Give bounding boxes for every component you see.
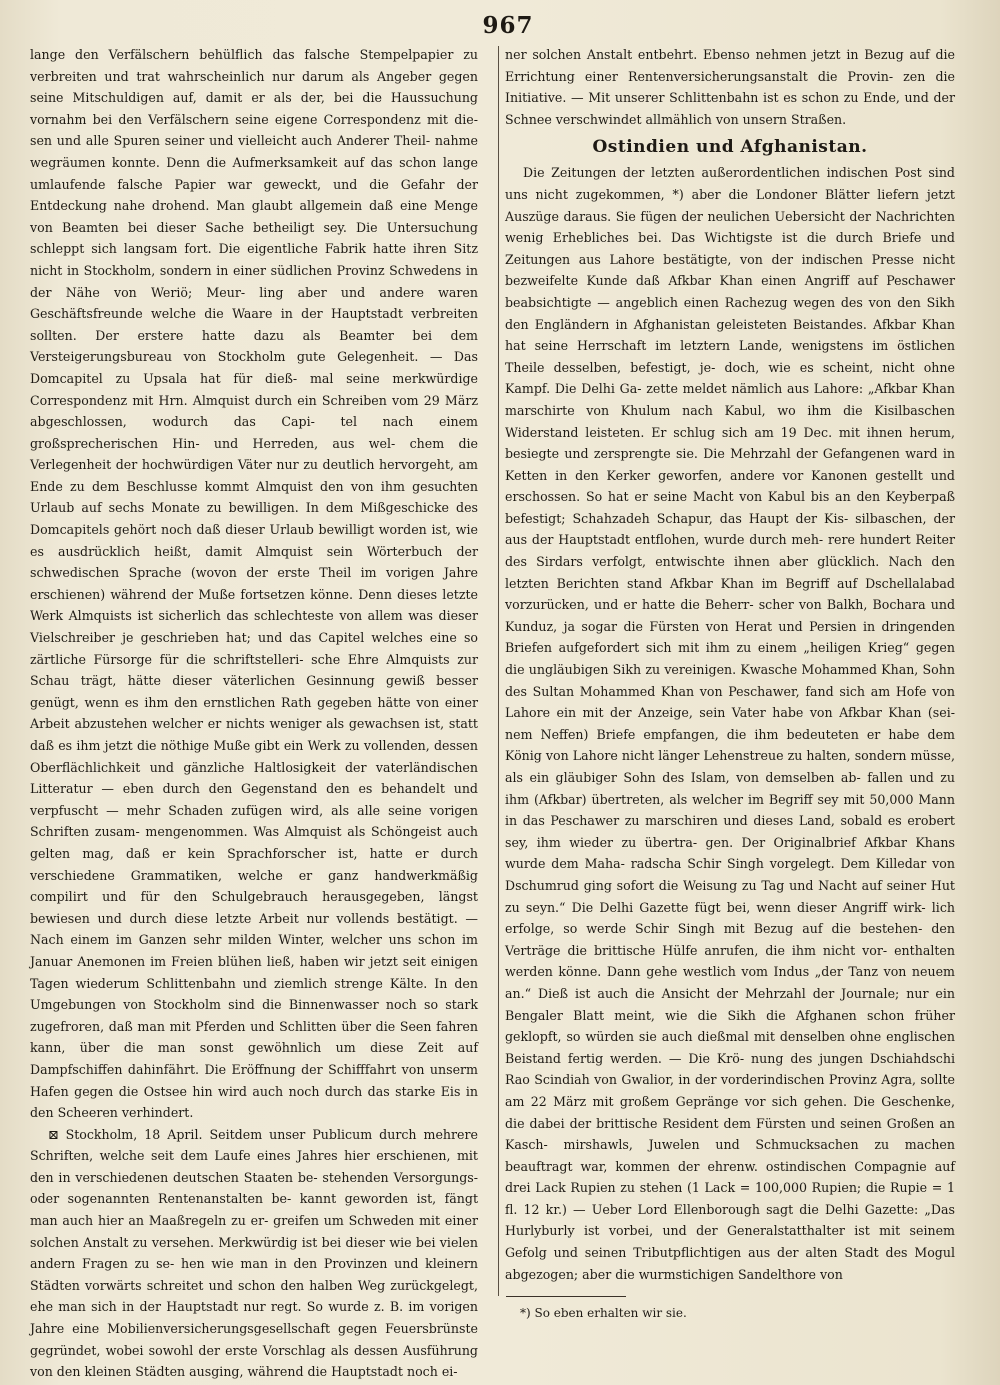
section-heading: Ostindien und Afghanistan. bbox=[592, 137, 868, 158]
article-paragraph-stockholm: ⊠ Stockholm, 18 April. Seitdem unser Publicum durch mehrere Schriften, welche seit dem Laufe eines Jahres hier erschienen, mit den in verschiedenen deutschen Staaten be- stehenden Versorgungs- oder sogenannten Rentenanstalten be- kannt geworden ist, fängt man auch hier an Maaßregeln zu er- greifen um Schweden mit einer solchen Anstalt zu versehen. Merkwürdig ist bei dieser wie bei vielen andern Fragen zu se- hen wie man in den Provinzen und kleinern Städten vorwärts schreitet und schon den halben Weg zurückgelegt, ehe man sich in der Hauptstadt nur regt. So wurde z. B. im vorigen Jahre eine Mobilienversicherungsgesellschaft gegen Feuersbrünste gegründet, wobei sowohl der erste Vorschlag als dessen Ausführung von den kleinen Städten ausging, während die Hauptstadt noch ei- bbox=[30, 1126, 478, 1380]
article-paragraph-continuation: ner solchen Anstalt entbehrt. Ebenso nehmen jetzt in Bezug auf die Errichtung einer Rentenversicherungsanstalt die Provin- zen die Initiative. — Mit unserer Schlittenbahn ist es schon zu Ende, und der Schnee verschwindet allmählich von unsern Straßen. bbox=[505, 47, 955, 127]
column-divider bbox=[498, 46, 499, 1296]
right-column bbox=[505, 44, 955, 1304]
footnote-divider bbox=[506, 1296, 626, 1297]
left-column bbox=[30, 44, 478, 1380]
footnote: *) So eben erhalten wir sie. bbox=[520, 1306, 687, 1320]
article-paragraph-ostindien: Die Zeitungen der letzten außerordentlichen indischen Post sind uns nicht zugekommen, *) aber die Londoner Blätter liefern jetzt Auszüge daraus. Sie fügen der neulichen Uebersicht der Nachrichten wenig Erhebliches bei. Das Wichtigste ist die durch Briefe und Zeitungen aus Lahore bestätigte, von der indischen Presse nicht bezweifelte Kunde daß Afkbar Khan einen Angriff auf Peschawer beabsichtigte — angeblich einen Rachezug wegen des von den Sikh den Engländern in Afghanistan geleisteten Beistandes. Afkbar Khan hat seine Herrschaft im letztern Lande, wenigstens im östlichen Theile desselben, befestigt, je- doch, wie es scheint, nicht ohne Kampf. Die Delhi Ga- zette meldet nämlich aus Lahore: „Afkbar Khan marschirte von Khulum nach Kabul, wo ihm die Kisilbaschen Widerstand leisteten. Er schlug sich am 19 Dec. mit ihnen herum, besiegte und zersprengte sie. Die Mehrzahl der Gefangenen ward in Ketten in den Kerker geworfen, andere vor Kanonen gestellt und erschossen. So hat er seine Macht von Kabul bis an den Keyberpaß befestigt; Schahzadeh Schapur, das Haupt der Kis- silbaschen, der aus der Hauptstadt entflohen, wurde durch meh- rere hundert Reiter des Sirdars verfolgt, entwischte ihnen aber glücklich. Nach den letzten Berichten stand Afkbar Khan im Begriff auf Dschellalabad vorzurücken, und er hatte die Beherr- scher von Balkh, Bochara und Kunduz, ja sogar die Fürsten von Herat und Persien in dringenden Briefen aufgefordert sich mit ihm zu einem „heiligen Krieg“ gegen die ungläubigen Sikh zu vereinigen. Kwasche Mohammed Khan, Sohn des Sultan Mohammed Khan von Peschawer, fand sich am Hofe von Lahore ein mit der Anzeige, sein Vater habe von Afkbar Khan (sei- nem Neffen) Briefe empfangen, die ihm bedeuteten er habe dem König von Lahore nicht länger Lehenstreue zu halten, sondern müsse, als ein gläubiger Sohn des Islam, von demselben ab- fallen und zu ihm (Afkbar) übertreten, als welcher im Begriff sey mit 50,000 Mann in das Peschawer zu marschiren und dieses Land, sobald es erobert sey, ihm wieder zu übertra- gen. Der Originalbrief Afkbar Khans wurde dem Maha- radscha Schir Singh vorgelegt. Dem Killedar von Dschumrud ging sofort die Weisung zu Tag und Nacht auf seiner Hut zu seyn.“ Die Delhi Gazette fügt bei, wenn dieser Angriff wirk- lich erfolge, so werde Schir Singh mit Bezug auf die bestehen- den Verträge die brittische Hülfe anrufen, die ihm nicht vor- enthalten werden könne. Dann gehe westlich vom Indus „der Tanz von neuem an.“ Dieß ist auch die Ansicht der Mehrzahl der Journale; nur ein Bengaler Blatt meint, wie die Sikh die Afghanen schon früher geklopft, so würden sie auch dießmal mit denselben ohne englischen Beistand fertig werden. — Die Krö- nung des jungen Dschiahdschi Rao Scindiah von Gwalior, in der vorderindischen Provinz Agra, sollte am 22 März mit großem Gepränge vor sich gehen. Die Geschenke, die dabei der brittische Resident dem Fürsten und seinen Großen an Kasch- mirshawls, Juwelen und Schmucksachen zu machen beauftragt war, kommen der ehrenw. ostindischen Compagnie auf drei Lack Rupien zu stehen (1 Lack = 100,000 Rupien; die Rupie = 1 fl. 12 kr.) — Ueber Lord Ellenborough sagt die Delhi Gazette: „Das Hurlyburly ist vorbei, und der Generalstatthalter ist mit seinem Gefolg und seinen Tributpflichtigen aus der alten Stadt des Mogul abgezogen; aber die wurmstichigen Sandelthore von bbox=[505, 165, 955, 1282]
page-number: 967 bbox=[482, 12, 534, 39]
article-paragraph-continued: lange den Verfälschern behülflich das falsche Stempelpapier zu verbreiten und trat wahrscheinlich nur darum als Angeber gegen seine Mitschuldigen auf, damit er als der, bei die Haussuchung vornahm bei den Verfälschern seine eigene Correspondenz mit die- sen und alle Spuren seiner und vielleicht auch Anderer Theil- nahme wegräumen konnte. Denn die Aufmerksamkeit auf das schon lange umlaufende falsche Papier war geweckt, und die Gefahr der Entdeckung nahe drohend. Man glaubt allgemein daß eine Menge von Beamten bei dieser Sache betheiligt sey. Die Untersuchung schleppt sich langsam fort. Die eigentliche Fabrik hatte ihren Sitz nicht in Stockholm, sondern in einer südlichen Provinz Schwedens in der Nähe von Weriö; Meur- ling aber und andere waren Geschäftsfreunde welche die Waare in der Hauptstadt verbreiten sollten. Der erstere hatte dazu als Beamter bei dem Versteigerungsbureau von Stockholm gute Gelegenheit. — Das Domcapitel zu Upsala hat für dieß- mal seine merkwürdige Correspondenz mit Hrn. Almquist durch ein Schreiben vom 29 März abgeschlossen, wodurch das Capi- tel nach einem großsprecherischen Hin- und Herreden, aus wel- chem die Verlegenheit der hochwürdigen Väter nur zu deutlich hervorgeht, am Ende zu dem Beschlusse kommt Almquist den von ihm gesuchten Urlaub auf sechs Monate zu bewilligen. In dem Mißgeschicke des Domcapitels gehört noch daß dieser Urlaub bewilligt worden ist, wie es ausdrücklich heißt, damit Almquist sein Wörterbuch der schwedischen Sprache (wovon der erste Theil im vorigen Jahre erschienen) während der Muße fortsetzen könne. Denn dieses letzte Werk Almquists ist sicherlich das schlechteste von allem was dieser Vielschreiber je geschrieben hat; und das Capitel welches eine so zärtliche Fürsorge für die schriftstelleri- sche Ehre Almquists zur Schau trägt, hätte dieser väterlichen Gesinnung gewiß besser genügt, wenn es ihm den ernstlichen Rath gegeben hätte von einer Arbeit abzustehen welcher er nichts weniger als gewachsen ist, statt daß es ihm jetzt die nöthige Muße gibt ein Werk zu vollenden, dessen Oberflächlichkeit und gänzliche Haltlosigkeit der vaterländischen Litteratur — eben durch den Gegenstand den es behandelt und verpfuscht — mehr Schaden zufügen wird, als alle seine vorigen Schriften zusam- mengenommen. Was Almquist als Schöngeist auch gelten mag, daß er kein Sprachforscher ist, hatte er durch verschiedene Grammatiken, welche er ganz handwerkmäßig compilirt und für den Schulgebrauch herausgegeben, längst bewiesen und durch diese letzte Arbeit nur vollends bestätigt. — Nach einem im Ganzen sehr milden Winter, welcher uns schon im Januar Anemonen im Freien blühen ließ, haben wir jetzt seit einigen Tagen wiederum Schlittenbahn und ziemlich strenge Kälte. In den Umgebungen von Stockholm sind die Binnenwasser noch so stark zugefroren, daß man mit Pferden und Schlitten über die Seen fahren kann, über die man sonst gewöhnlich um diese Zeit auf Dampfschiffen dahinfährt. Die Eröffnung der Schifffahrt von unserm Hafen gegen die Ostsee hin wird auch noch durch das starke Eis in den Scheeren verhindert. bbox=[30, 47, 478, 1121]
